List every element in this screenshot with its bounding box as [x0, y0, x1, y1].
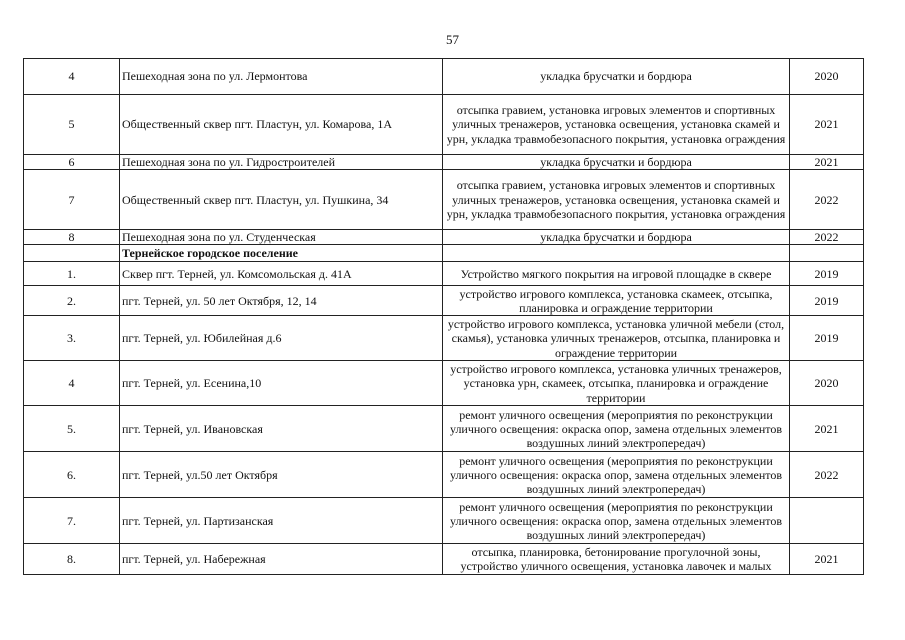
table-row — [24, 155, 864, 170]
work-description: ремонт уличного освещения (мероприятия по реконструкции уличного освещения: окраска опор, замена отдельных элементов воздушных линий электропередач) — [443, 498, 790, 544]
object-name: пгт. Терней, ул. Партизанская — [120, 498, 443, 544]
work-description: отсыпка, планировка, бетонирование прогулочной зоны, устройство уличного освещения, установка лавочек и малых — [443, 544, 790, 575]
section-row — [24, 245, 864, 262]
year: 2022 — [790, 170, 864, 230]
section-title: Тернейское городское поселение — [120, 245, 443, 262]
object-name: пгт. Терней, ул. Набережная — [120, 544, 443, 575]
table-row — [24, 452, 864, 498]
table-row — [24, 262, 864, 286]
work-description: укладка брусчатки и бордюра — [443, 59, 790, 95]
year: 2021 — [790, 155, 864, 170]
year: 2021 — [790, 406, 864, 452]
object-name: Пешеходная зона по ул. Лермонтова — [120, 59, 443, 95]
object-name: пгт. Терней, ул. 50 лет Октября, 12, 14 — [120, 286, 443, 316]
object-name: Общественный сквер пгт. Пластун, ул. Комарова, 1А — [120, 95, 443, 155]
year: 2020 — [790, 59, 864, 95]
row-number: 6. — [24, 452, 120, 498]
page-number: 57 — [446, 32, 459, 47]
year: 2019 — [790, 262, 864, 286]
work-description: отсыпка гравием, установка игровых элементов и спортивных уличных тренажеров, установка освещения, установка скамей и урн, укладка травмобезопасного покрытия, установка ограждения — [443, 95, 790, 155]
object-name: Общественный сквер пгт. Пластун, ул. Пушкина, 34 — [120, 170, 443, 230]
row-number: 1. — [24, 262, 120, 286]
year: 2020 — [790, 361, 864, 406]
row-number: 4 — [24, 361, 120, 406]
year: 2021 — [790, 95, 864, 155]
table-row — [24, 361, 864, 406]
row-number: 6 — [24, 155, 120, 170]
work-description: устройство игрового комплекса, установка уличных тренажеров, установка урн, скамеек, отсыпка, планировка и ограждение территории — [443, 361, 790, 406]
year: 2021 — [790, 544, 864, 575]
table-row — [24, 316, 864, 361]
table-row — [24, 286, 864, 316]
table-row — [24, 95, 864, 155]
object-name: пгт. Терней, ул.50 лет Октября — [120, 452, 443, 498]
table-row — [24, 498, 864, 544]
row-number: 7 — [24, 170, 120, 230]
work-description: Устройство мягкого покрытия на игровой площадке в сквере — [443, 262, 790, 286]
row-number: 5. — [24, 406, 120, 452]
year — [790, 498, 864, 544]
row-number: 8. — [24, 544, 120, 575]
works-table — [23, 58, 864, 575]
table-row — [24, 170, 864, 230]
object-name: Пешеходная зона по ул. Гидростроителей — [120, 155, 443, 170]
object-name: пгт. Терней, ул. Юбилейная д.6 — [120, 316, 443, 361]
row-number: 7. — [24, 498, 120, 544]
row-number: 3. — [24, 316, 120, 361]
work-description: ремонт уличного освещения (мероприятия по реконструкции уличного освещения: окраска опор, замена отдельных элементов воздушных линий электропередач) — [443, 406, 790, 452]
row-number: 2. — [24, 286, 120, 316]
table-row — [24, 406, 864, 452]
work-description: отсыпка гравием, установка игровых элементов и спортивных уличных тренажеров, установка освещения, установка скамей и урн, укладка травмобезопасного покрытия, установка ограждения — [443, 170, 790, 230]
row-number: 5 — [24, 95, 120, 155]
work-description: устройство игрового комплекса, установка уличной мебели (стол, скамья), установка уличных тренажеров, отсыпка, планировка и ограждение территории — [443, 316, 790, 361]
year: 2019 — [790, 316, 864, 361]
object-name: Пешеходная зона по ул. Студенческая — [120, 230, 443, 245]
object-name: пгт. Терней, ул. Есенина,10 — [120, 361, 443, 406]
table-row — [24, 544, 864, 575]
object-name: Сквер пгт. Терней, ул. Комсомольская д. 41А — [120, 262, 443, 286]
work-description: ремонт уличного освещения (мероприятия по реконструкции уличного освещения: окраска опор, замена отдельных элементов воздушных линий электропередач) — [443, 452, 790, 498]
row-number: 8 — [24, 230, 120, 245]
year: 2019 — [790, 286, 864, 316]
work-description: укладка брусчатки и бордюра — [443, 230, 790, 245]
row-number: 4 — [24, 59, 120, 95]
table-row — [24, 230, 864, 245]
object-name: пгт. Терней, ул. Ивановская — [120, 406, 443, 452]
year: 2022 — [790, 230, 864, 245]
work-description: устройство игрового комплекса, установка скамеек, отсыпка, планировка и ограждение территории — [443, 286, 790, 316]
work-description: укладка брусчатки и бордюра — [443, 155, 790, 170]
table-row — [24, 59, 864, 95]
year: 2022 — [790, 452, 864, 498]
